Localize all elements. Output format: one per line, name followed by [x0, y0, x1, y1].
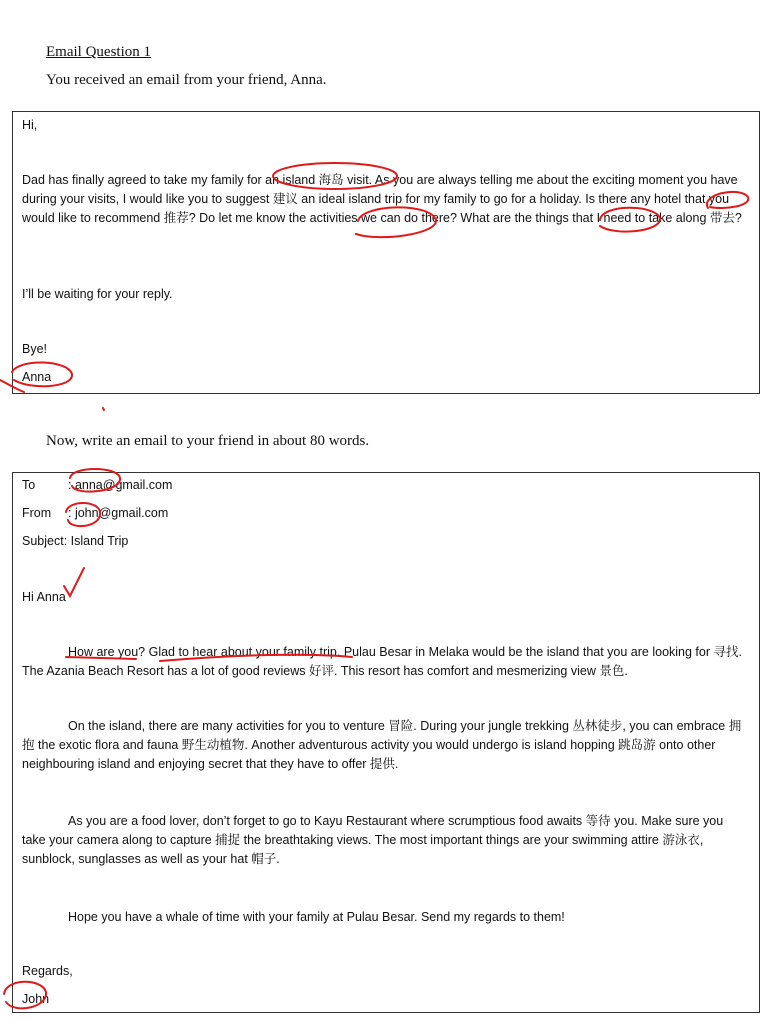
to-label: To: [22, 478, 36, 492]
subject-label: Subject: [22, 534, 64, 548]
to-value: : anna@gmail.com: [68, 478, 173, 492]
received-body: Dad has finally agreed to take my family for an island 海岛 visit. As you are always telling me about the exciting moment you have during your visits, I would like you to suggest 建议 an ideal island trip for my family to go for a holiday. Is there any hotel that you would like to recommend 推荐? Do let me know the activities we can do there? What are the things that I need to take along 带去?: [22, 173, 742, 225]
reply-paragraph-3: As you are a food lover, don’t forget to go to Kayu Restaurant where scrumptious food awaits 等待 you. Make sure you take your camera along to capture 捕捉 the breathtaking views. The most important things are your swimming attire 游泳衣, sunblock, sunglasses as well as your hat 帽子.: [22, 814, 724, 866]
from-value: : john@gmail.com: [68, 506, 169, 520]
from-label: From: [22, 506, 52, 520]
reply-email-box: [12, 472, 760, 1013]
writing-prompt: Now, write an email to your friend in about 80 words.: [46, 433, 370, 449]
received-email-box: [12, 111, 760, 394]
received-closing: Bye!: [22, 342, 48, 356]
question-intro: You received an email from your friend, Anna.: [46, 72, 327, 88]
reply-greeting: Hi Anna: [22, 590, 66, 604]
subject-value: : Island Trip: [63, 534, 129, 548]
received-signature: Anna: [22, 370, 52, 384]
reply-signature: John: [22, 992, 50, 1006]
received-greeting: Hi,: [22, 118, 38, 132]
question-heading: Email Question 1: [46, 44, 151, 60]
from-row: [22, 504, 168, 523]
reply-paragraph-1: How are you? Glad to hear about your family trip. Pulau Besar in Melaka would be the island that you are looking for 寻找. The Azania Beach Resort has a lot of good reviews 好评. This resort has comfort and mesmerizing view 景色.: [22, 645, 742, 678]
received-waiting-line: I’ll be waiting for your reply.: [22, 287, 173, 301]
reply-paragraph-4: Hope you have a whale of time with your family at Pulau Besar. Send my regards to them!: [68, 910, 565, 924]
subject-row: [22, 532, 128, 551]
dot-mark: [103, 408, 104, 410]
reply-closing: Regards,: [22, 964, 73, 978]
reply-paragraph-2: On the island, there are many activities for you to venture 冒险. During your jungle trekking 丛林徒步, you can embrace 拥抱 the exotic flora and fauna 野生动植物. Another adventurous activity you would undergo is island hopping 跳岛游 onto other neighbouring island and enjoying secret that they have to offer 提供.: [22, 719, 742, 771]
to-row: [22, 476, 172, 495]
